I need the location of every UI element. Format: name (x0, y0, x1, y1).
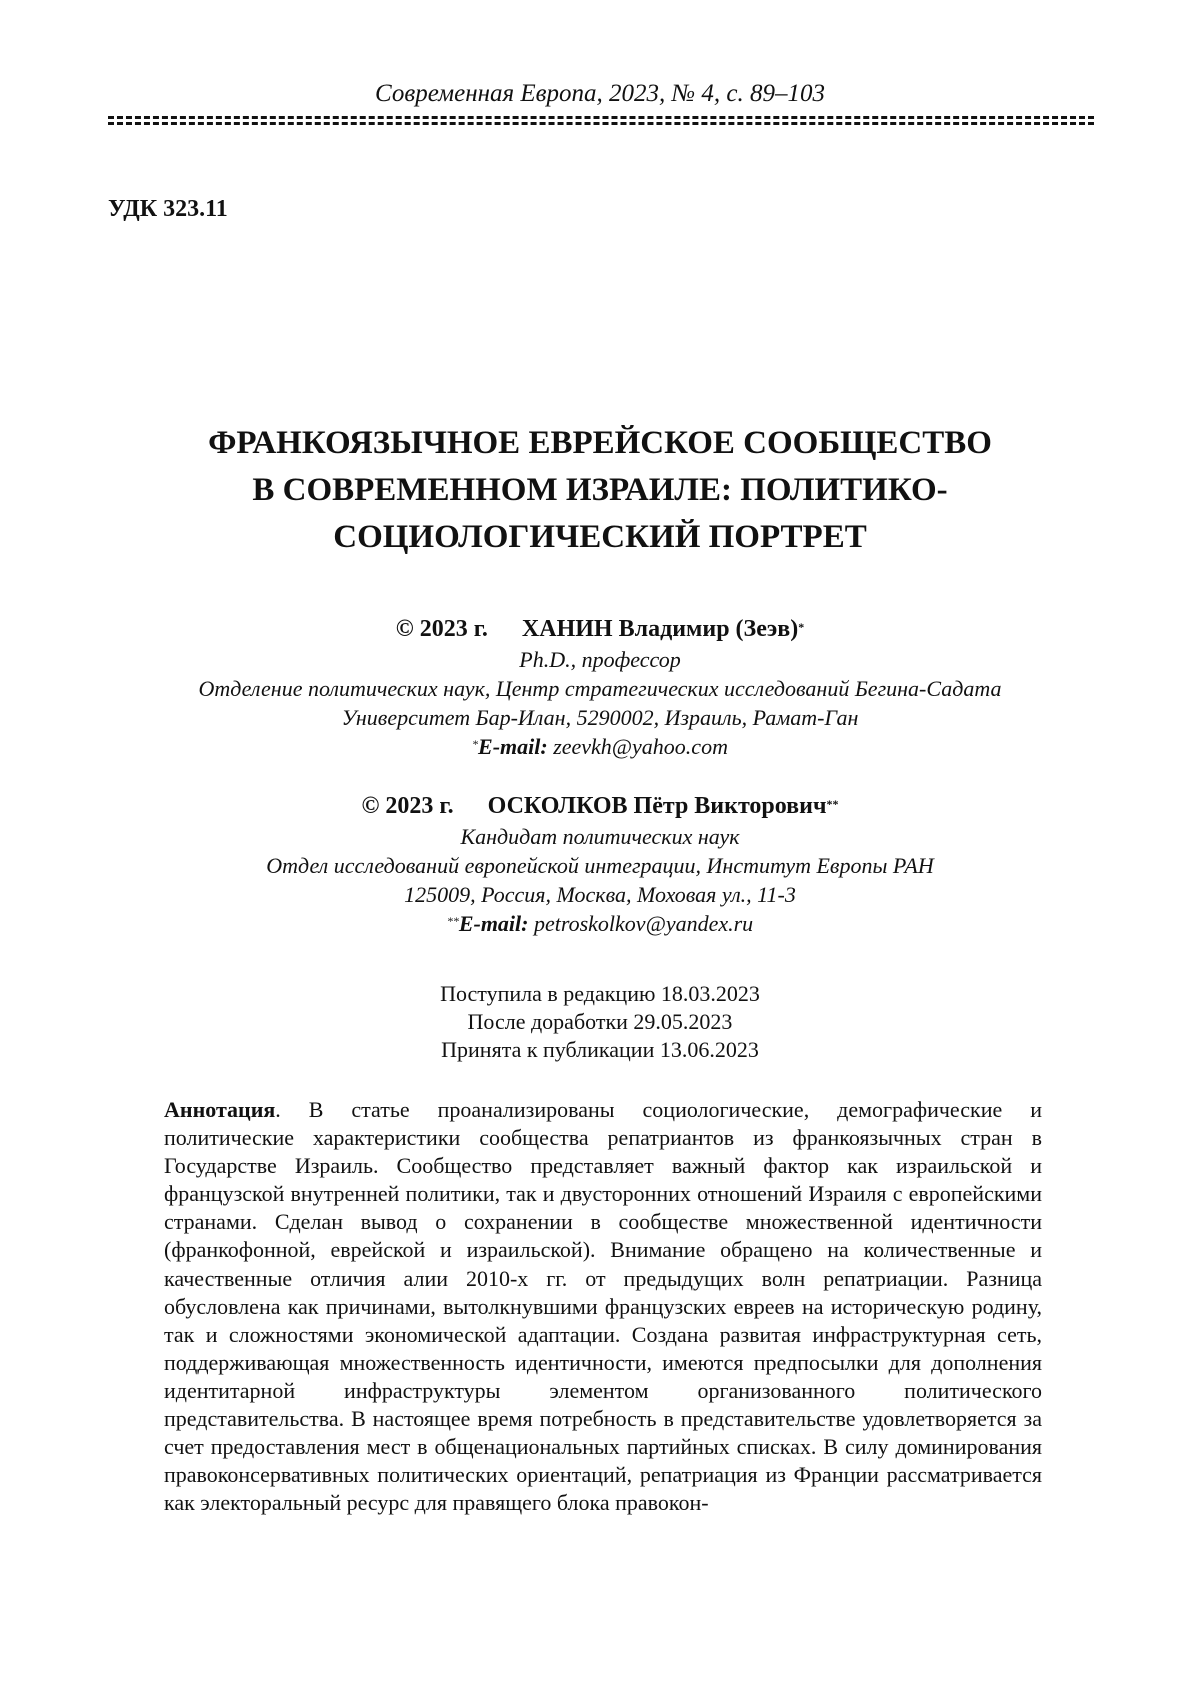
author-degree: Ph.D., профессор (519, 647, 681, 672)
author-footnote-mark: * (798, 620, 805, 634)
author-name-line (0, 790, 1200, 822)
title-line: СОЦИОЛОГИЧЕСКИЙ ПОРТРЕТ (333, 519, 867, 555)
date-accepted: Принята к публикации 13.06.2023 (441, 1037, 759, 1062)
author-affiliation: Отделение политических наук, Центр стратегических исследований Бегина-Садата (198, 676, 1002, 701)
date-received: Поступила в редакцию 18.03.2023 (440, 981, 760, 1006)
header-rule-top (108, 116, 1094, 119)
copyright-year: © 2023 г. (361, 793, 454, 819)
abstract (164, 1096, 1042, 1517)
email-footnote-mark: * (472, 737, 479, 751)
author-block (0, 790, 1200, 938)
author-email-line (0, 732, 1200, 761)
email-label: E-mail: (478, 734, 548, 759)
email-label: E-mail: (458, 911, 529, 936)
abstract-label: Аннотация (164, 1097, 276, 1122)
email-footnote-mark: ** (446, 914, 459, 928)
author-name-line (0, 613, 1200, 645)
abstract-text: . В статье проанализированы социологические, демографические и политические характеристики сообщества репатриантов из франкоязычных стран в Государстве Израиль. Сообщество представляет важный фактор как израильской и французской внутренней политики, так и двусторонних отношений Израиля с европейскими странами. Сделан вывод о сохранении в сообществе множественной идентичности (франкофонной, еврейской и израильской). Внимание обращено на количественные и качественные отличия алии 2010-х гг. от предыдущих волн репатриации. Разница обусловлена как причинами, вытолкнувшими французских евреев на историческую родину, так и сложностями экономической адаптации. Создана развитая инфраструктурная сеть, поддерживающая множественность идентичности, имеются предпосылки для дополнения идентитарной инфраструктуры элементом организованного политического представительства. В настоящее время потребность в представительстве удовлетворяется за счет предоставления мест в общенациональных партийных списках. В силу доминирования правоконсервативных политических ориентаций, репатриация из Франции рассматривается как электоральный ресурс для правящего блока правокон- (164, 1097, 1042, 1516)
author-email[interactable]: zeevkh@yahoo.com (553, 734, 728, 759)
author-block (0, 613, 1200, 761)
author-affiliation: Отдел исследований европейской интеграции, Институт Европы РАН (266, 853, 934, 878)
author-name: ОСКОЛКОВ Пётр Викторович (487, 793, 827, 819)
author-affiliation: Университет Бар-Илан, 5290002, Израиль, Рамат-Ган (341, 705, 859, 730)
udk-code: УДК 323.11 (108, 196, 228, 222)
author-footnote-mark: ** (826, 797, 839, 811)
date-revised: После доработки 29.05.2023 (467, 1009, 733, 1034)
author-email[interactable]: petroskolkov@yandex.ru (533, 911, 754, 936)
header-rule-bottom (108, 122, 1094, 125)
submission-dates (0, 980, 1200, 1064)
title-line: В СОВРЕМЕННОМ ИЗРАИЛЕ: ПОЛИТИКО- (252, 472, 948, 508)
header-double-rule (108, 116, 1094, 126)
journal-running-head: Современная Европа, 2023, № 4, с. 89–103 (375, 80, 825, 107)
article-title (0, 420, 1200, 561)
title-line: ФРАНКОЯЗЫЧНОЕ ЕВРЕЙСКОЕ СООБЩЕСТВО (208, 425, 992, 461)
author-name: ХАНИН Владимир (Зеэв) (521, 616, 799, 642)
author-email-line (0, 909, 1200, 938)
author-affiliation: 125009, Россия, Москва, Моховая ул., 11-3 (404, 882, 796, 907)
author-degree: Кандидат политических наук (460, 824, 740, 849)
copyright-year: © 2023 г. (395, 616, 488, 642)
